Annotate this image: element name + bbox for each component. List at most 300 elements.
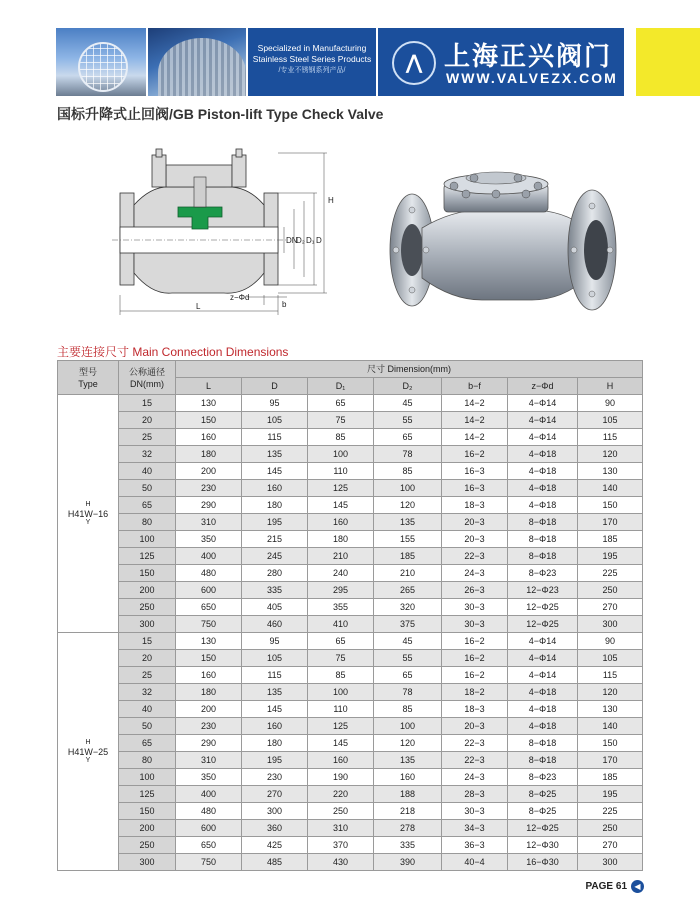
- dn-cell: 300: [119, 854, 176, 871]
- dimension-cell: 24−3: [442, 565, 508, 582]
- dimension-cell: 140: [578, 718, 643, 735]
- dimension-cell: 4−Φ18: [508, 497, 578, 514]
- table-row: [58, 446, 643, 463]
- dimension-cell: 480: [176, 565, 242, 582]
- dimension-cell: 20−3: [442, 531, 508, 548]
- dimension-cell: 14−2: [442, 429, 508, 446]
- dimension-cell: 180: [176, 446, 242, 463]
- table-row: [58, 548, 643, 565]
- dimension-cell: 45: [374, 633, 442, 650]
- dimension-cell: 45: [374, 395, 442, 412]
- dimension-cell: 218: [374, 803, 442, 820]
- dimension-cell: 4−Φ18: [508, 463, 578, 480]
- dimension-cell: 75: [308, 650, 374, 667]
- dn-cell: 50: [119, 480, 176, 497]
- banner-photo-tank: [148, 28, 246, 96]
- slogan-line-2: Stainless Steel Series Products: [252, 54, 372, 64]
- type-top: H: [85, 500, 91, 508]
- dimension-cell: 16−3: [442, 463, 508, 480]
- dimension-cell: 145: [308, 735, 374, 752]
- dn-cell: 20: [119, 650, 176, 667]
- dimension-cell: 600: [176, 582, 242, 599]
- dimension-cell: 130: [578, 701, 643, 718]
- dn-cell: 125: [119, 786, 176, 803]
- dimension-cell: 8−Φ23: [508, 565, 578, 582]
- dimension-cell: 130: [176, 633, 242, 650]
- dn-cell: 32: [119, 684, 176, 701]
- dimension-cell: 300: [578, 616, 643, 633]
- dimension-cell: 400: [176, 548, 242, 565]
- dn-cell: 80: [119, 752, 176, 769]
- dimension-cell: 100: [308, 446, 374, 463]
- table-row: [58, 480, 643, 497]
- dimension-cell: 12−Φ25: [508, 599, 578, 616]
- dimension-cell: 370: [308, 837, 374, 854]
- dimension-cell: 300: [578, 854, 643, 871]
- dimension-cell: 4−Φ18: [508, 446, 578, 463]
- dimension-cell: 85: [308, 667, 374, 684]
- table-row: [58, 854, 643, 871]
- dimension-cell: 16−2: [442, 650, 508, 667]
- dn-cell: 250: [119, 837, 176, 854]
- header-banner: [0, 28, 700, 96]
- header-type: 型号 Type: [58, 361, 119, 395]
- dimension-cell: 150: [578, 497, 643, 514]
- dn-cell: 20: [119, 412, 176, 429]
- dimension-cell: 30−3: [442, 599, 508, 616]
- dimension-cell: 130: [578, 463, 643, 480]
- dimension-cell: 12−Φ30: [508, 837, 578, 854]
- dimension-cell: 430: [308, 854, 374, 871]
- dimension-cell: 400: [176, 786, 242, 803]
- dimension-cell: 160: [374, 769, 442, 786]
- dimension-cell: 40−4: [442, 854, 508, 871]
- table-row: [58, 582, 643, 599]
- piston-guide: [194, 177, 206, 207]
- dimension-cell: 240: [308, 565, 374, 582]
- dimension-cell: 270: [242, 786, 308, 803]
- dimension-cell: 12−Φ23: [508, 582, 578, 599]
- dimension-cell: 20−3: [442, 718, 508, 735]
- dimension-cell: 100: [374, 718, 442, 735]
- dn-cell: 65: [119, 497, 176, 514]
- table-row: [58, 497, 643, 514]
- globe-sculpture-image: [78, 42, 128, 92]
- dimension-cell: 4−Φ18: [508, 480, 578, 497]
- dimension-cell: 425: [242, 837, 308, 854]
- dimension-cell: 480: [176, 803, 242, 820]
- dimension-cell: 650: [176, 599, 242, 616]
- dimension-cell: 210: [374, 565, 442, 582]
- column-header: D₂: [374, 378, 442, 395]
- dn-cell: 200: [119, 582, 176, 599]
- dimension-cell: 110: [308, 463, 374, 480]
- dn-cell: 40: [119, 463, 176, 480]
- dim-label-DN: DN: [286, 236, 298, 245]
- dimension-cell: 195: [242, 752, 308, 769]
- dimension-cell: 22−3: [442, 548, 508, 565]
- dimension-cell: 28−3: [442, 786, 508, 803]
- dimension-cell: 120: [374, 735, 442, 752]
- table-row: [58, 752, 643, 769]
- dimension-cell: 14−2: [442, 412, 508, 429]
- dimension-cell: 150: [578, 735, 643, 752]
- dimension-cell: 335: [374, 837, 442, 854]
- table-row: [58, 616, 643, 633]
- dimension-cell: 8−Φ18: [508, 735, 578, 752]
- dn-cell: 150: [119, 803, 176, 820]
- dim-label-b: b: [282, 300, 287, 309]
- dimension-cell: 4−Φ14: [508, 633, 578, 650]
- storage-tank-image: [158, 38, 246, 96]
- dimension-cell: 135: [242, 446, 308, 463]
- dimension-cell: 160: [242, 718, 308, 735]
- dimension-cell: 250: [578, 582, 643, 599]
- dimension-cell: 115: [578, 667, 643, 684]
- dimension-cell: 170: [578, 514, 643, 531]
- type-main: H41W−16: [67, 508, 109, 519]
- dimension-cell: 8−Φ23: [508, 769, 578, 786]
- dimension-cell: 65: [308, 633, 374, 650]
- dimension-cell: 4−Φ14: [508, 412, 578, 429]
- table-row: [58, 531, 643, 548]
- table-row: [58, 429, 643, 446]
- dimension-cell: 210: [308, 548, 374, 565]
- dimension-cell: 20−3: [442, 514, 508, 531]
- dimension-cell: 30−3: [442, 616, 508, 633]
- dimension-cell: 12−Φ25: [508, 616, 578, 633]
- dimension-cell: 120: [578, 446, 643, 463]
- table-row: [58, 514, 643, 531]
- dimensions-table: [57, 360, 643, 871]
- dimension-cell: 160: [308, 752, 374, 769]
- dimension-cell: 170: [578, 752, 643, 769]
- dn-cell: 150: [119, 565, 176, 582]
- page-title: 国标升降式止回阀/GB Piston-lift Type Check Valve: [57, 106, 384, 122]
- dimension-cell: 55: [374, 650, 442, 667]
- type-cell: [58, 633, 119, 871]
- dimension-cell: 485: [242, 854, 308, 871]
- dimension-cell: 8−Φ18: [508, 548, 578, 565]
- table-row: [58, 667, 643, 684]
- dimension-cell: 8−Φ18: [508, 514, 578, 531]
- dimension-cell: 185: [578, 769, 643, 786]
- brand-url: WWW.VALVEZX.COM: [446, 70, 618, 86]
- dimension-cell: 120: [578, 684, 643, 701]
- back-arrow-icon[interactable]: ◀: [631, 880, 644, 893]
- dimension-cell: 22−3: [442, 752, 508, 769]
- dimension-cell: 135: [242, 684, 308, 701]
- dim-label-H: H: [328, 196, 334, 205]
- dimension-cell: 200: [176, 701, 242, 718]
- dimension-cell: 100: [374, 480, 442, 497]
- dimension-cell: 150: [176, 650, 242, 667]
- valve-cross-section-drawing: [112, 145, 352, 320]
- dimension-cell: 16−Φ30: [508, 854, 578, 871]
- dimension-cell: 4−Φ14: [508, 429, 578, 446]
- dimension-cell: 185: [578, 531, 643, 548]
- dimension-cell: 125: [308, 718, 374, 735]
- dimension-cell: 90: [578, 395, 643, 412]
- dimension-cell: 75: [308, 412, 374, 429]
- dimension-cell: 110: [308, 701, 374, 718]
- dimension-cell: 18−3: [442, 701, 508, 718]
- dimension-cell: 100: [308, 684, 374, 701]
- dimension-cell: 22−3: [442, 735, 508, 752]
- brand-box: [378, 28, 624, 96]
- dimension-cell: 290: [176, 497, 242, 514]
- dimension-cell: 250: [578, 820, 643, 837]
- bonnet-bolt-right: [232, 155, 246, 187]
- dimension-cell: 105: [578, 412, 643, 429]
- dimension-cell: 355: [308, 599, 374, 616]
- dn-cell: 15: [119, 633, 176, 650]
- accent-block: [636, 28, 700, 96]
- table-row: [58, 837, 643, 854]
- dimension-cell: 85: [308, 429, 374, 446]
- dimension-cell: 145: [242, 463, 308, 480]
- table-row: [58, 786, 643, 803]
- dimension-cell: 245: [242, 548, 308, 565]
- dimension-cell: 405: [242, 599, 308, 616]
- dimension-cell: 230: [242, 769, 308, 786]
- dimension-cell: 278: [374, 820, 442, 837]
- column-header: L: [176, 378, 242, 395]
- dimension-cell: 220: [308, 786, 374, 803]
- valve-product-image: [382, 150, 622, 320]
- brand-name: 上海正兴阀门: [444, 41, 613, 71]
- table-row: [58, 718, 643, 735]
- dn-cell: 65: [119, 735, 176, 752]
- page-number: [586, 880, 645, 893]
- dimension-cell: 8−Φ25: [508, 803, 578, 820]
- dimension-cell: 180: [242, 735, 308, 752]
- dimension-cell: 65: [374, 429, 442, 446]
- dimension-cell: 310: [176, 752, 242, 769]
- dn-cell: 125: [119, 548, 176, 565]
- dimension-cell: 95: [242, 633, 308, 650]
- type-bottom: Y: [85, 518, 91, 526]
- dimension-cell: 105: [242, 412, 308, 429]
- dimension-cell: 180: [176, 684, 242, 701]
- dim-label-L: L: [196, 302, 201, 311]
- dimension-cell: 120: [374, 497, 442, 514]
- column-header: H: [578, 378, 643, 395]
- dimension-cell: 410: [308, 616, 374, 633]
- dimension-cell: 195: [578, 786, 643, 803]
- dimension-cell: 190: [308, 769, 374, 786]
- dimension-cell: 125: [308, 480, 374, 497]
- dimension-cell: 4−Φ18: [508, 701, 578, 718]
- table-row: [58, 701, 643, 718]
- dimension-cell: 300: [242, 803, 308, 820]
- dimension-cell: 270: [578, 837, 643, 854]
- dim-label-D2: D₂: [296, 236, 305, 245]
- dimension-cell: 650: [176, 837, 242, 854]
- dimension-cell: 250: [308, 803, 374, 820]
- type-bottom: Y: [85, 756, 91, 764]
- dimension-cell: 310: [176, 514, 242, 531]
- dimension-cell: 78: [374, 446, 442, 463]
- slogan-line-1: Specialized in Manufacturing: [257, 43, 367, 53]
- dimension-cell: 335: [242, 582, 308, 599]
- type-top: H: [85, 738, 91, 746]
- column-header: D: [242, 378, 308, 395]
- dimension-cell: 360: [242, 820, 308, 837]
- column-header: b−f: [442, 378, 508, 395]
- table-row: [58, 735, 643, 752]
- section-title: 主要连接尺寸 Main Connection Dimensions: [57, 345, 289, 359]
- dimension-cell: 34−3: [442, 820, 508, 837]
- header-dn: 公称通径 DN(mm): [119, 361, 176, 395]
- dimension-cell: 135: [374, 514, 442, 531]
- table-row: [58, 769, 643, 786]
- dimension-cell: 225: [578, 565, 643, 582]
- dimension-cell: 295: [308, 582, 374, 599]
- dn-cell: 100: [119, 531, 176, 548]
- dimension-cell: 160: [242, 480, 308, 497]
- dimension-cell: 160: [176, 667, 242, 684]
- dimension-cell: 115: [578, 429, 643, 446]
- dimension-cell: 460: [242, 616, 308, 633]
- dimension-cell: 16−3: [442, 480, 508, 497]
- dimension-cell: 750: [176, 616, 242, 633]
- dimension-cell: 140: [578, 480, 643, 497]
- dimension-cell: 105: [242, 650, 308, 667]
- dimension-cell: 4−Φ14: [508, 650, 578, 667]
- dimension-cell: 160: [176, 429, 242, 446]
- dimension-cell: 375: [374, 616, 442, 633]
- dimension-cell: 225: [578, 803, 643, 820]
- slogan-box: [248, 28, 376, 96]
- dimension-cell: 115: [242, 429, 308, 446]
- dimension-cell: 130: [176, 395, 242, 412]
- dn-cell: 25: [119, 667, 176, 684]
- dn-cell: 250: [119, 599, 176, 616]
- dimension-cell: 55: [374, 412, 442, 429]
- dimension-cell: 105: [578, 650, 643, 667]
- dimension-cell: 160: [308, 514, 374, 531]
- dimension-cell: 26−3: [442, 582, 508, 599]
- dimension-cell: 8−Φ18: [508, 531, 578, 548]
- dimension-cell: 90: [578, 633, 643, 650]
- dimension-cell: 14−2: [442, 395, 508, 412]
- banner-photo-globe: [56, 28, 146, 96]
- dimension-cell: 16−2: [442, 667, 508, 684]
- dimension-cell: 195: [578, 548, 643, 565]
- dimension-cell: 78: [374, 684, 442, 701]
- dimension-cell: 188: [374, 786, 442, 803]
- dimension-cell: 230: [176, 480, 242, 497]
- dn-cell: 32: [119, 446, 176, 463]
- dimension-cell: 320: [374, 599, 442, 616]
- dimension-cell: 230: [176, 718, 242, 735]
- dimension-cell: 180: [308, 531, 374, 548]
- dimension-cell: 16−2: [442, 446, 508, 463]
- dimension-cell: 85: [374, 701, 442, 718]
- dimension-cell: 280: [242, 565, 308, 582]
- dimension-cell: 750: [176, 854, 242, 871]
- dimension-cell: 24−3: [442, 769, 508, 786]
- dimension-cell: 265: [374, 582, 442, 599]
- dimension-cell: 145: [242, 701, 308, 718]
- dim-label-D: D: [316, 236, 322, 245]
- dimension-cell: 350: [176, 769, 242, 786]
- dimension-cell: 310: [308, 820, 374, 837]
- dimension-cell: 85: [374, 463, 442, 480]
- table-row: [58, 684, 643, 701]
- dimension-cell: 8−Φ25: [508, 786, 578, 803]
- dimension-cell: 215: [242, 531, 308, 548]
- table-row: [58, 565, 643, 582]
- header-dimension: 尺寸 Dimension(mm): [176, 361, 643, 378]
- dn-cell: 15: [119, 395, 176, 412]
- dimension-cell: 145: [308, 497, 374, 514]
- dimension-cell: 4−Φ14: [508, 667, 578, 684]
- table-row: [58, 820, 643, 837]
- dn-cell: 300: [119, 616, 176, 633]
- table-row: [58, 412, 643, 429]
- dimension-cell: 390: [374, 854, 442, 871]
- table-row: [58, 650, 643, 667]
- dimension-cell: 18−2: [442, 684, 508, 701]
- table-row: [58, 463, 643, 480]
- dimension-cell: 195: [242, 514, 308, 531]
- dn-cell: 100: [119, 769, 176, 786]
- table-row: [58, 803, 643, 820]
- dn-cell: 25: [119, 429, 176, 446]
- type-cell: [58, 395, 119, 633]
- dimension-cell: 65: [374, 667, 442, 684]
- dim-label-zd: z−Φd: [230, 293, 250, 302]
- page-label: PAGE 61: [585, 881, 627, 893]
- dimension-cell: 95: [242, 395, 308, 412]
- dimension-cell: 180: [242, 497, 308, 514]
- dimension-cell: 36−3: [442, 837, 508, 854]
- dimension-cell: 155: [374, 531, 442, 548]
- dim-label-D1: D₁: [306, 236, 315, 245]
- dimension-cell: 115: [242, 667, 308, 684]
- dimension-cell: 12−Φ25: [508, 820, 578, 837]
- bonnet-bolt-left: [152, 155, 166, 187]
- dimension-cell: 150: [176, 412, 242, 429]
- dimension-cell: 4−Φ18: [508, 718, 578, 735]
- dimension-cell: 4−Φ14: [508, 395, 578, 412]
- dimension-cell: 8−Φ18: [508, 752, 578, 769]
- dimension-cell: 185: [374, 548, 442, 565]
- flow-bore: [120, 227, 278, 253]
- table-row: [58, 395, 643, 412]
- dimension-cell: 30−3: [442, 803, 508, 820]
- table-row: [58, 633, 643, 650]
- dn-cell: 80: [119, 514, 176, 531]
- table-row: [58, 599, 643, 616]
- dimension-cell: 4−Φ18: [508, 684, 578, 701]
- dimension-cell: 18−3: [442, 497, 508, 514]
- dn-cell: 50: [119, 718, 176, 735]
- dn-cell: 40: [119, 701, 176, 718]
- dimension-cell: 200: [176, 463, 242, 480]
- dimension-cell: 290: [176, 735, 242, 752]
- column-header: D₁: [308, 378, 374, 395]
- dimension-cell: 600: [176, 820, 242, 837]
- company-logo-icon: ⋀: [392, 41, 436, 85]
- column-header: z−Φd: [508, 378, 578, 395]
- dn-cell: 200: [119, 820, 176, 837]
- dimension-cell: 350: [176, 531, 242, 548]
- dimension-cell: 16−2: [442, 633, 508, 650]
- type-main: H41W−25: [67, 746, 109, 757]
